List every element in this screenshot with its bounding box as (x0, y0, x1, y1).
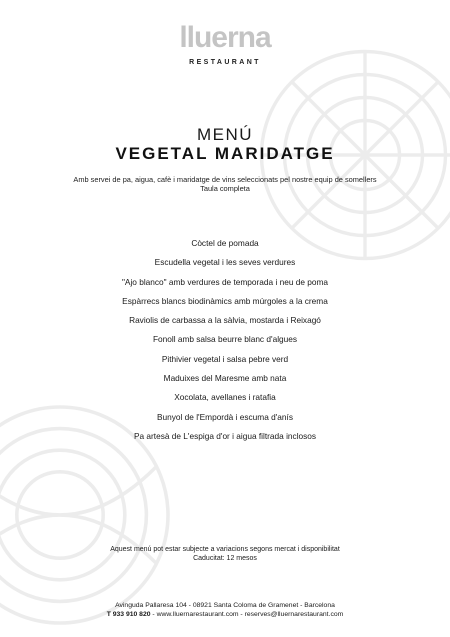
dish-item: Maduixes del Maresme amb nata (163, 373, 287, 384)
dish-item: Espàrrecs blancs biodinàmics amb múrgoles a la crema (122, 295, 328, 306)
dish-item: "Ajo blanco" amb verdures de temporada i neu de poma (121, 276, 329, 287)
menu-title: MENÚ (196, 125, 254, 144)
menu-subtitle: VEGETAL MARIDATGE (115, 144, 335, 163)
dish-item: Raviolis de carbassa a la sàlvia, mostarda i Reixagó (129, 315, 321, 326)
footer-address: Avinguda Pallaresa 104 - 08921 Santa Coloma de Gramenet - Barcelona (115, 602, 335, 609)
dish-item: Pa artesà de L'espiga d'or i aigua filtrada inclosos (133, 430, 317, 441)
dish-item: Pithivier vegetal i salsa pebre verd (161, 353, 289, 364)
dish-item: Escudella vegetal i les seves verdures (154, 257, 296, 268)
header (0, 22, 450, 67)
availability-note: Aquest menú pot estar subjecte a variacions segons mercat i disponibilitat (110, 546, 340, 553)
dish-item: Bunyol de l'Empordà i escuma d'anís (157, 411, 293, 422)
footer-phone: T 933 910 820 (106, 611, 151, 618)
intro-line: Taula completa (200, 184, 250, 193)
footer-web-email: - www.lluernarestaurant.com - reserves@lluernarestaurant.com (150, 611, 344, 618)
dish-item: Còctel de pomada (191, 238, 259, 248)
dish-item: Fonoll amb salsa beurre blanc d'algues (152, 334, 298, 345)
logo-tagline: RESTAURANT (189, 59, 261, 66)
menu-notes (0, 546, 450, 563)
menu-intro (0, 175, 450, 193)
dish-list (0, 234, 450, 446)
expiry-note: Caducitat: 12 mesos (193, 554, 257, 562)
menu-heading (0, 126, 450, 193)
footer (0, 601, 450, 619)
restaurant-logo: lluerna (179, 21, 271, 54)
footer-contact (0, 610, 450, 619)
dish-item: Xocolata, avellanes i ratafia (174, 392, 276, 403)
intro-line: Amb servei de pa, aigua, cafè i maridatge de vins seleccionats pel nostre equip de somellers (73, 175, 377, 184)
